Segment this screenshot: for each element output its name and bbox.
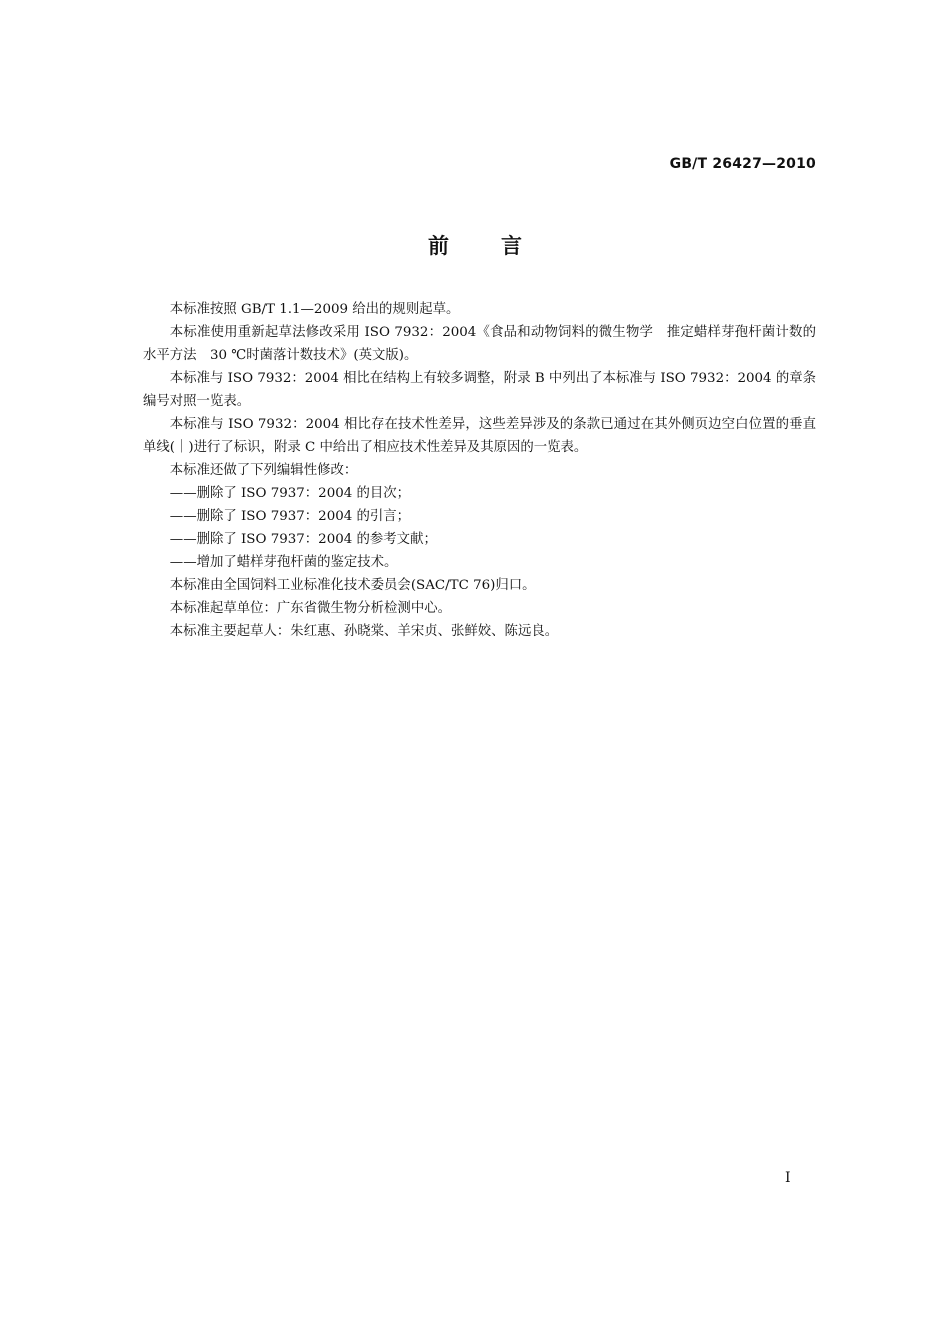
standard-code: GB/T 26427—2010 — [669, 156, 816, 172]
title-char-1: 前 — [428, 234, 449, 258]
paragraph-editorial-intro: 本标准还做了下列编辑性修改： — [169, 463, 358, 478]
foreword-body — [143, 298, 816, 643]
paragraph-committee: 本标准由全国饲料工业标准化技术委员会(SAC/TC 76)归口。 — [169, 578, 536, 593]
paragraph-drafters: 本标准主要起草人：朱红惠、孙晓棠、羊宋贞、张鲜姣、陈远良。 — [169, 624, 559, 639]
list-item: ——删除了 ISO 7937：2004 的引言； — [169, 509, 411, 524]
list-item: ——增加了蜡样芽孢杆菌的鉴定技术。 — [169, 555, 398, 570]
paragraph-adoption-method: 本标准使用重新起草法修改采用 ISO 7932：2004《食品和动物饲料的微生物学 推定蜡样芽孢杆菌计数的水平方法 30 ℃时菌落计数技术》(英文版)。 — [143, 325, 816, 363]
title-char-2: 言 — [501, 234, 522, 258]
paragraph-structure-changes: 本标准与 ISO 7932：2004 相比在结构上有较多调整，附录 B 中列出了本标准与 ISO 7932：2004 的章条编号对照一览表。 — [143, 371, 816, 409]
page-title — [0, 230, 950, 260]
list-item: ——删除了 ISO 7937：2004 的目次； — [169, 486, 411, 501]
paragraph-drafting-rules: 本标准按照 GB/T 1.1—2009 给出的规则起草。 — [169, 302, 460, 317]
paragraph-drafting-unit: 本标准起草单位：广东省微生物分析检测中心。 — [169, 601, 451, 616]
page-number: I — [785, 1170, 791, 1186]
paragraph-technical-differences: 本标准与 ISO 7932：2004 相比存在技术性差异，这些差异涉及的条款已通过在其外侧页边空白位置的垂直单线(｜)进行了标识，附录 C 中给出了相应技术性差异及其原因的一览表。 — [143, 417, 816, 455]
list-item: ——删除了 ISO 7937：2004 的参考文献； — [169, 532, 437, 547]
